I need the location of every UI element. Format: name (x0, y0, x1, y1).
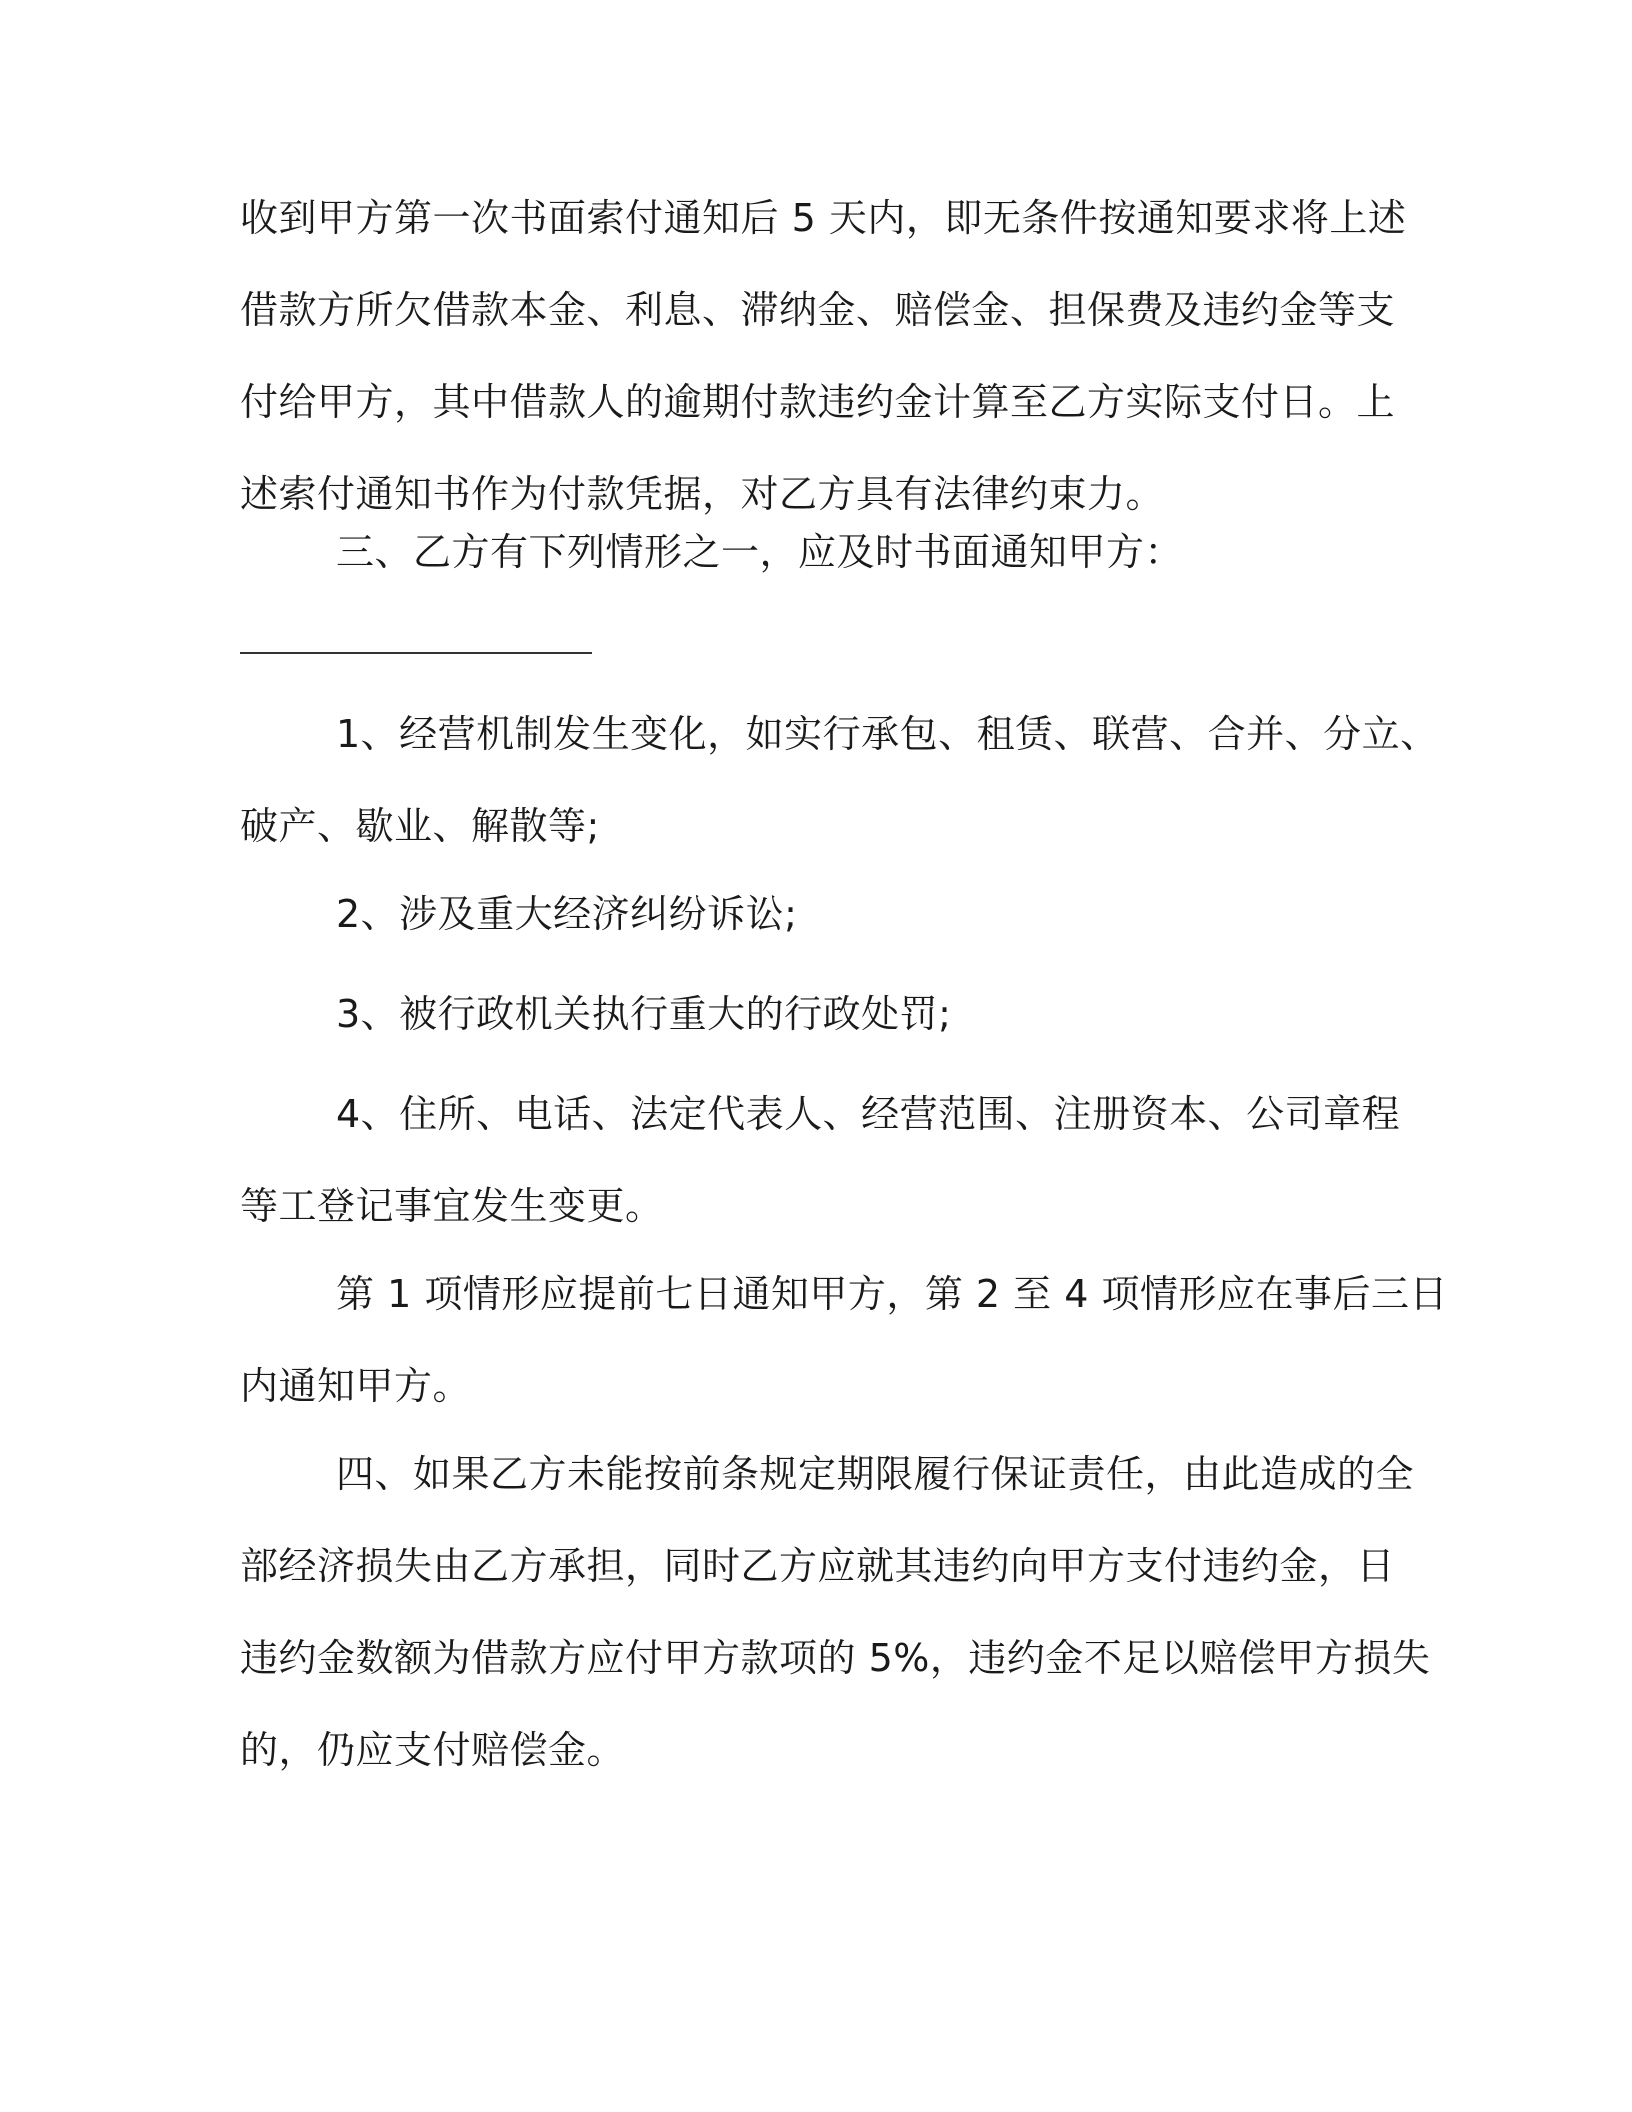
paragraph-notice-timing (240, 1248, 1449, 1432)
text-line: 收到甲方第一次书面索付通知后 5 天内，即无条件按通知要求将上述 (240, 196, 1407, 240)
text-line: 2、涉及重大经济纠纷诉讼; (336, 892, 798, 936)
list-item (240, 1068, 1400, 1252)
text-line: 付给甲方，其中借款人的逾期付款违约金计算至乙方实际支付日。上 (240, 380, 1396, 424)
text-line: 内通知甲方。 (240, 1364, 472, 1408)
text-line: 第 1 项情形应提前七日通知甲方，第 2 至 4 项情形应在事后三日 (336, 1272, 1449, 1316)
text-line: 等工登记事宜发生变更。 (240, 1184, 664, 1228)
text-line: 部经济损失由乙方承担，同时乙方应就其违约向甲方支付违约金，日 (240, 1544, 1396, 1588)
paragraph-payment-obligation (240, 172, 1407, 540)
text-line: 3、被行政机关执行重大的行政处罚; (336, 992, 952, 1036)
text-line: 的，仍应支付赔偿金。 (240, 1728, 626, 1772)
list-item (240, 688, 1439, 872)
text-line: 4、住所、电话、法定代表人、经营范围、注册资本、公司章程 (336, 1092, 1401, 1136)
clause-three-heading (240, 506, 1400, 598)
list-item (240, 868, 1400, 960)
text-line: 1、经营机制发生变化，如实行承包、租赁、联营、合并、分立、 (336, 712, 1439, 756)
text-line: 述索付通知书作为付款凭据，对乙方具有法律约束力。 (240, 472, 1165, 516)
text-line: 四、如果乙方未能按前条规定期限履行保证责任，由此造成的全 (336, 1452, 1415, 1496)
list-item (240, 968, 1400, 1060)
text-line: 破产、歇业、解散等; (240, 804, 600, 848)
text-line: 违约金数额为借款方应付甲方款项的 5%，违约金不足以赔偿甲方损失 (240, 1636, 1431, 1680)
clause-four-paragraph (240, 1428, 1431, 1796)
text-line: 三、乙方有下列情形之一，应及时书面通知甲方： (336, 530, 1184, 574)
text-line: 借款方所欠借款本金、利息、滞纳金、赔偿金、担保费及违约金等支 (240, 288, 1396, 332)
blank-underline (240, 652, 592, 654)
